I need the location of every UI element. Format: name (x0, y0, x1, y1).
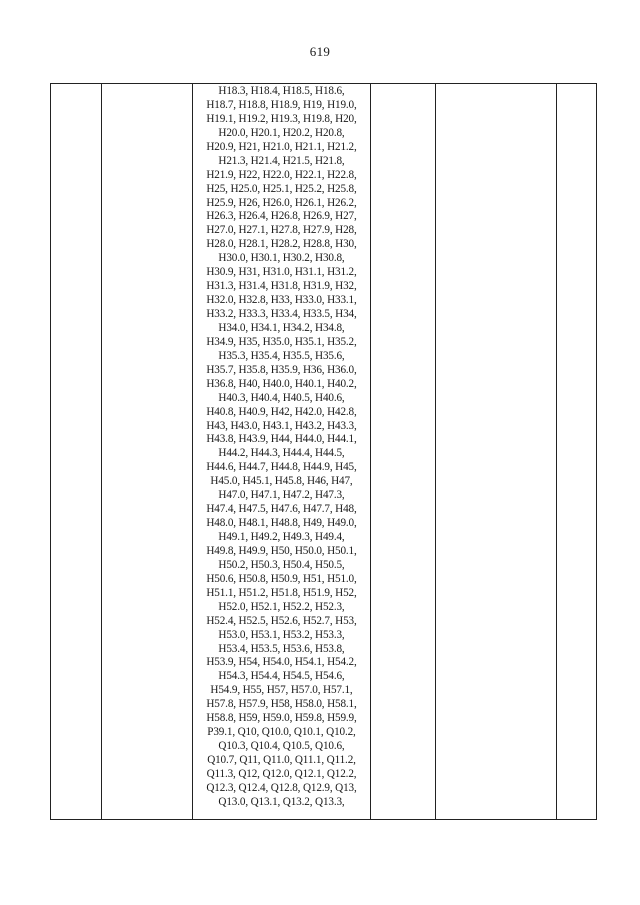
codes-line: H21.9, H22, H22.0, H22.1, H22.8, (206, 168, 357, 181)
codes-line: Q13.0, Q13.1, Q13.2, Q13.3, (218, 795, 345, 808)
codes-line: H26.3, H26.4, H26.8, H26.9, H27, (206, 210, 357, 223)
codes-line: H30.0, H30.1, H30.2, H30.8, (218, 252, 345, 265)
table-cell-col2 (102, 84, 193, 820)
codes-line: P39.1, Q10, Q10.0, Q10.1, Q10.2, (207, 726, 356, 739)
codes-line: H33.2, H33.3, H33.4, H33.5, H34, (206, 308, 357, 320)
codes-line: H35.3, H35.4, H35.5, H35.6, (218, 349, 345, 362)
codes-line: H31.3, H31.4, H31.8, H31.9, H32, (206, 280, 357, 293)
codes-line: H47.4, H47.5, H47.6, H47.7, H48, (206, 503, 357, 516)
codes-line: H40.3, H40.4, H40.5, H40.6, (218, 391, 345, 404)
codes-line: H25, H25.0, H25.1, H25.2, H25.8, (206, 182, 357, 195)
codes-line: H49.8, H49.9, H50, H50.0, H50.1, (206, 544, 357, 557)
codes-line: H21.3, H21.4, H21.5, H21.8, (218, 154, 345, 167)
codes-line: H43.8, H43.9, H44, H44.0, H44.1, (206, 433, 357, 446)
codes-line: H57.8, H57.9, H58, H58.0, H58.1, (206, 698, 357, 711)
codes-line: H27.0, H27.1, H27.8, H27.9, H28, (206, 224, 357, 237)
codes-list (193, 84, 370, 810)
codes-line: H58.8, H59, H59.0, H59.8, H59.9, (206, 712, 357, 725)
codes-line: H36.8, H40, H40.0, H40.1, H40.2, (206, 377, 357, 390)
codes-line: H54.3, H54.4, H54.5, H54.6, (218, 670, 345, 683)
codes-line: H44.6, H44.7, H44.8, H44.9, H45, (206, 461, 357, 474)
codes-line: H35.7, H35.8, H35.9, H36, H36.0, (206, 363, 357, 376)
table-cell-col1 (51, 84, 102, 820)
table-cell-codes (193, 84, 371, 820)
codes-line: H53.9, H54, H54.0, H54.1, H54.2, (206, 656, 357, 669)
codes-line: H40.8, H40.9, H42, H42.0, H42.8, (206, 405, 357, 418)
codes-line: H18.7, H18.8, H18.9, H19, H19.0, (206, 98, 357, 111)
codes-line: Q10.7, Q11, Q11.0, Q11.1, Q11.2, (207, 754, 356, 766)
table-cell-col6 (557, 84, 597, 820)
codes-line: H49.1, H49.2, H49.3, H49.4, (218, 531, 345, 543)
codes-line: H34.0, H34.1, H34.2, H34.8, (218, 321, 345, 334)
codes-line: H28.0, H28.1, H28.2, H28.8, H30, (206, 238, 357, 251)
table-cell-col5 (436, 84, 557, 820)
codes-line: H43, H43.0, H43.1, H43.2, H43.3, (206, 419, 357, 432)
codes-line: H47.0, H47.1, H47.2, H47.3, (218, 489, 345, 502)
codes-line: H50.2, H50.3, H50.4, H50.5, (218, 558, 345, 571)
codes-line: H30.9, H31, H31.0, H31.1, H31.2, (206, 266, 357, 279)
codes-line: H19.1, H19.2, H19.3, H19.8, H20, (206, 112, 357, 125)
codes-line: Q12.3, Q12.4, Q12.8, Q12.9, Q13, (206, 781, 357, 794)
codes-line: H44.2, H44.3, H44.4, H44.5, (218, 447, 345, 460)
codes-line: H53.4, H53.5, H53.6, H53.8, (218, 642, 345, 655)
codes-line: H52.0, H52.1, H52.2, H52.3, (218, 600, 345, 613)
table-row (51, 84, 597, 820)
codes-line: H45.0, H45.1, H45.8, H46, H47, (210, 475, 353, 488)
codes-line: H52.4, H52.5, H52.6, H52.7, H53, (206, 614, 357, 627)
codes-line: H50.6, H50.8, H50.9, H51, H51.0, (206, 572, 357, 585)
codes-line: H32.0, H32.8, H33, H33.0, H33.1, (206, 294, 357, 307)
page-number: 619 (309, 44, 331, 59)
codes-line: H48.0, H48.1, H48.8, H49, H49.0, (206, 517, 357, 530)
codes-line: H25.9, H26, H26.0, H26.1, H26.2, (206, 196, 357, 209)
codes-line: Q10.3, Q10.4, Q10.5, Q10.6, (218, 740, 345, 753)
codes-line: H18.3, H18.4, H18.5, H18.6, (218, 85, 345, 97)
codes-line: H51.1, H51.2, H51.8, H51.9, H52, (206, 586, 357, 599)
codes-line: H34.9, H35, H35.0, H35.1, H35.2, (206, 335, 357, 348)
codes-line: Q11.3, Q12, Q12.0, Q12.1, Q12.2, (206, 767, 357, 780)
codes-line: H53.0, H53.1, H53.2, H53.3, (218, 628, 345, 641)
codes-line: H20.0, H20.1, H20.2, H20.8, (218, 126, 345, 139)
table-cell-col4 (371, 84, 436, 820)
codes-line: H20.9, H21, H21.0, H21.1, H21.2, (206, 140, 357, 153)
codes-line: H54.9, H55, H57, H57.0, H57.1, (210, 684, 353, 697)
data-table (50, 83, 597, 820)
